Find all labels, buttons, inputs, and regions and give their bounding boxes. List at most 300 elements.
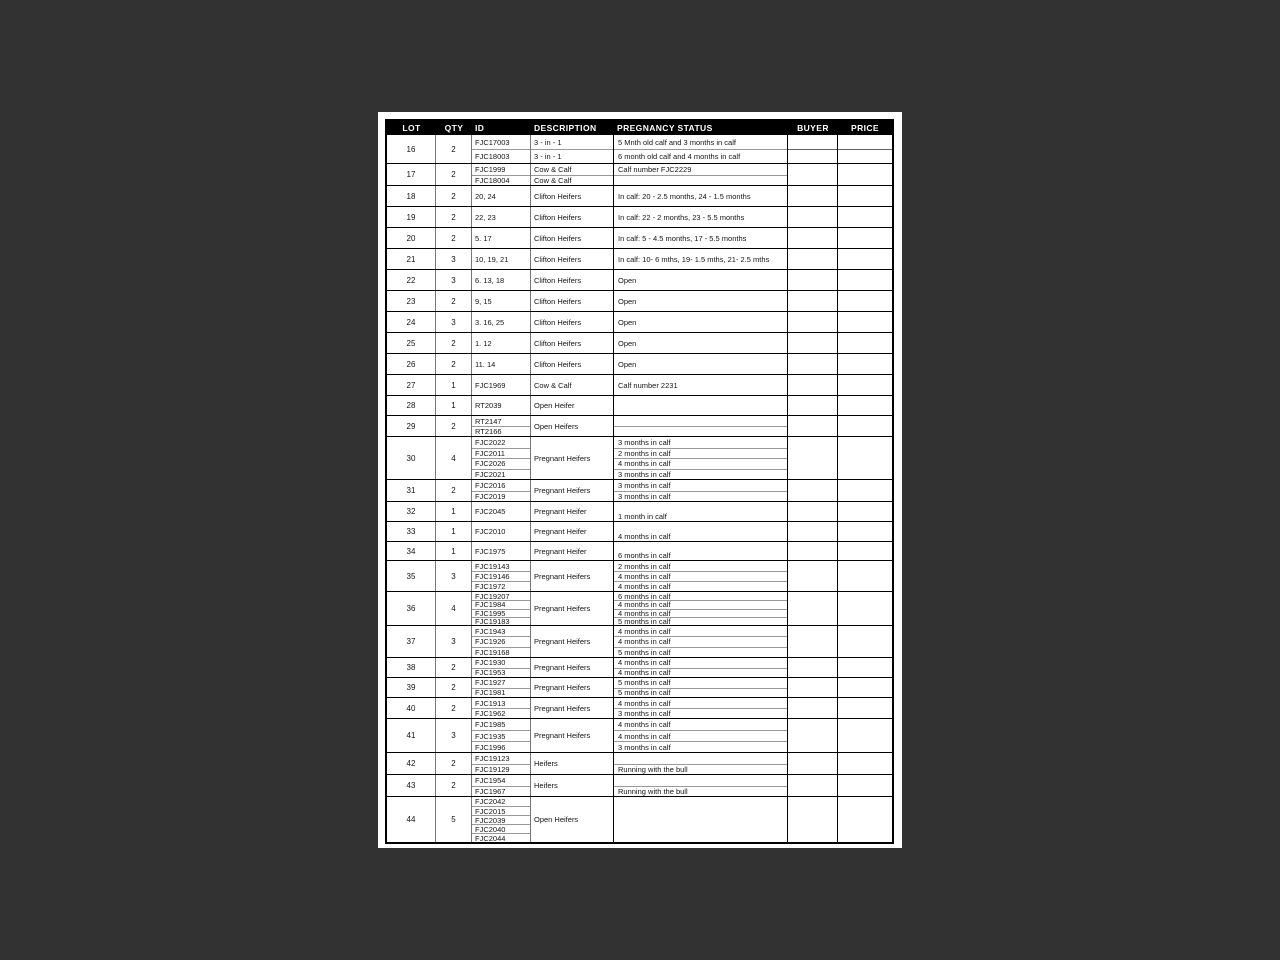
animal-id-cell-line: FJC17003 [475, 137, 510, 147]
buyer-cell [788, 502, 838, 521]
animal-id-cell: 1. 12 [472, 333, 531, 353]
pregnancy-status-cell-line: 6 months in calf [618, 592, 671, 601]
lot-number-cell: 37 [387, 626, 436, 657]
lot-number-cell: 20 [387, 228, 436, 248]
lot-number-cell: 39 [387, 678, 436, 697]
price-cell [838, 561, 892, 591]
description-cell: Pregnant Heifers [531, 698, 614, 718]
pregnancy-status-cell-line: 4 months in calf [614, 571, 787, 581]
pregnancy-status-cell-line [614, 175, 787, 186]
qty-cell: 1 [436, 522, 472, 541]
qty-cell: 4 [436, 592, 472, 625]
lot-row [387, 135, 892, 164]
animal-id-cell-line: FJC19168 [472, 647, 530, 657]
description-cell: Cow & Calf [531, 375, 614, 395]
animal-id-cell [472, 678, 531, 697]
pregnancy-status-cell: Open [614, 333, 788, 353]
animal-id-cell-line: FJC1962 [472, 708, 530, 718]
lot-row [387, 522, 892, 542]
lot-number-cell: 36 [387, 592, 436, 625]
pregnancy-status-cell [614, 416, 788, 436]
lot-number-cell: 21 [387, 249, 436, 269]
price-cell [838, 207, 892, 227]
description-cell: Pregnant Heifers [531, 719, 614, 752]
lot-number-cell: 18 [387, 186, 436, 206]
buyer-cell [788, 626, 838, 657]
pregnancy-status-cell [614, 678, 788, 697]
buyer-cell [788, 333, 838, 353]
animal-id-cell: 9, 15 [472, 291, 531, 311]
lot-row [387, 753, 892, 775]
pregnancy-status-cell-line: 4 months in calf [614, 600, 787, 608]
pregnancy-status-cell-line: 3 months in calf [618, 437, 671, 447]
lot-number-cell: 22 [387, 270, 436, 290]
animal-id-cell-line: FJC2016 [475, 480, 506, 490]
buyer-cell [788, 312, 838, 332]
price-cell [838, 698, 892, 718]
price-cell [838, 542, 892, 560]
lot-row [387, 354, 892, 375]
qty-cell: 2 [436, 228, 472, 248]
animal-id-cell-line: RT2166 [472, 426, 530, 436]
animal-id-cell: 20, 24 [472, 186, 531, 206]
price-cell [838, 354, 892, 374]
pregnancy-status-cell: Open [614, 291, 788, 311]
lot-number-cell: 26 [387, 354, 436, 374]
buyer-cell [788, 797, 838, 842]
animal-id-cell: 10, 19, 21 [472, 249, 531, 269]
pregnancy-status-cell-line: 2 months in calf [614, 448, 787, 459]
pregnancy-status-cell [614, 437, 788, 479]
buyer-cell [788, 561, 838, 591]
price-cell [838, 775, 892, 796]
lot-row [387, 658, 892, 678]
animal-id-cell-line: FJC1953 [472, 668, 530, 678]
pregnancy-status-cell-line: 6 month old calf and 4 months in calf [614, 149, 787, 163]
buyer-cell [788, 522, 838, 541]
lot-number-cell: 28 [387, 396, 436, 415]
description-cell: Pregnant Heifers [531, 480, 614, 501]
pregnancy-status-cell: Open [614, 270, 788, 290]
buyer-cell [788, 270, 838, 290]
price-cell [838, 797, 892, 842]
lot-number-cell: 41 [387, 719, 436, 752]
price-cell [838, 164, 892, 185]
pregnancy-status-cell-line: 4 months in calf [614, 609, 787, 617]
qty-cell: 2 [436, 207, 472, 227]
animal-id-cell [472, 775, 531, 796]
buyer-cell [788, 135, 838, 163]
description-cell: Pregnant Heifers [531, 658, 614, 677]
price-cell [838, 719, 892, 752]
buyer-cell [788, 437, 838, 479]
pregnancy-status-cell: Calf number 2231 [614, 375, 788, 395]
animal-id-cell-line: FJC1935 [472, 730, 530, 741]
price-cell [838, 658, 892, 677]
pregnancy-status-cell-line: 4 months in calf [618, 658, 671, 668]
description-cell: Pregnant Heifers [531, 592, 614, 625]
animal-id-cell-line: FJC2026 [472, 458, 530, 469]
pregnancy-status-cell-line: 3 months in calf [618, 480, 671, 490]
price-cell [838, 312, 892, 332]
qty-cell: 3 [436, 270, 472, 290]
animal-id-cell-line: FJC1913 [475, 698, 506, 708]
animal-id-cell-line: FJC18003 [472, 149, 530, 163]
animal-id-cell-line: FJC1995 [472, 609, 530, 617]
price-cell [838, 480, 892, 501]
pregnancy-status-cell-line: 3 months in calf [614, 741, 787, 752]
buyer-cell [788, 207, 838, 227]
pregnancy-status-cell: Open [614, 354, 788, 374]
animal-id-cell: FJC2045 [472, 502, 531, 521]
animal-id-cell-line: FJC2011 [472, 448, 530, 459]
description-cell: Clifton Heifers [531, 354, 614, 374]
animal-id-cell [472, 626, 531, 657]
description-cell: Clifton Heifers [531, 270, 614, 290]
animal-id-cell-line: FJC1999 [475, 164, 506, 174]
pregnancy-status-cell: 6 months in calf [614, 542, 788, 560]
qty-cell: 2 [436, 164, 472, 185]
animal-id-cell-line: FJC2040 [472, 824, 530, 833]
description-cell: Clifton Heifers [531, 249, 614, 269]
animal-id-cell [472, 135, 531, 163]
lot-row [387, 626, 892, 658]
lot-number-cell: 32 [387, 502, 436, 521]
document-page [378, 112, 902, 848]
lot-row [387, 542, 892, 561]
lot-number-cell: 34 [387, 542, 436, 560]
price-cell [838, 228, 892, 248]
description-cell: Pregnant Heifer [531, 502, 614, 521]
description-cell-line: 3 - in - 1 [534, 137, 562, 147]
lot-number-cell: 19 [387, 207, 436, 227]
animal-id-cell-line: RT2147 [475, 416, 502, 426]
description-cell: Clifton Heifers [531, 207, 614, 227]
buyer-cell [788, 354, 838, 374]
qty-cell: 4 [436, 437, 472, 479]
animal-id-cell: FJC1975 [472, 542, 531, 560]
pregnancy-status-cell-line: Calf number FJC2229 [618, 164, 692, 174]
animal-id-cell-line: FJC19123 [475, 753, 510, 763]
qty-cell: 2 [436, 135, 472, 163]
animal-id-cell-line: FJC1984 [472, 600, 530, 608]
buyer-cell [788, 592, 838, 625]
description-cell: Pregnant Heifer [531, 522, 614, 541]
buyer-cell [788, 186, 838, 206]
description-cell: Clifton Heifers [531, 291, 614, 311]
lot-row [387, 775, 892, 797]
column-header-lot: LOT [402, 123, 421, 133]
animal-id-cell [472, 719, 531, 752]
price-cell [838, 291, 892, 311]
pregnancy-status-cell [614, 719, 788, 752]
lot-row [387, 164, 892, 186]
column-header-buyer: BUYER [797, 123, 829, 133]
lot-number-cell: 33 [387, 522, 436, 541]
animal-id-cell: RT2039 [472, 396, 531, 415]
buyer-cell-line [788, 149, 837, 163]
price-cell [838, 437, 892, 479]
pregnancy-status-cell: 4 months in calf [614, 522, 788, 541]
buyer-cell [788, 164, 838, 185]
animal-id-cell-line: FJC2015 [472, 806, 530, 815]
description-cell: Clifton Heifers [531, 333, 614, 353]
pregnancy-status-cell-line: 4 months in calf [618, 626, 671, 636]
lot-row [387, 249, 892, 270]
pregnancy-status-cell-line: 4 months in calf [614, 458, 787, 469]
pregnancy-status-cell: Open [614, 312, 788, 332]
lot-row [387, 333, 892, 354]
buyer-cell [788, 249, 838, 269]
price-cell [838, 416, 892, 436]
price-cell [838, 135, 892, 163]
description-cell: Open Heifers [531, 797, 614, 842]
pregnancy-status-cell-line: 4 months in calf [614, 581, 787, 591]
description-cell: Pregnant Heifer [531, 542, 614, 560]
price-cell [838, 592, 892, 625]
animal-id-cell [472, 753, 531, 774]
lot-number-cell: 23 [387, 291, 436, 311]
qty-cell: 2 [436, 291, 472, 311]
pregnancy-status-cell [614, 592, 788, 625]
buyer-cell [788, 753, 838, 774]
description-cell: Clifton Heifers [531, 186, 614, 206]
pregnancy-status-cell-line [614, 775, 787, 786]
animal-id-cell-line: FJC19129 [472, 764, 530, 775]
lot-row [387, 480, 892, 502]
table-header-row [387, 121, 892, 135]
qty-cell: 2 [436, 753, 472, 774]
pregnancy-status-cell-line: 3 months in calf [614, 491, 787, 502]
animal-id-cell: 3. 16, 25 [472, 312, 531, 332]
buyer-cell [788, 658, 838, 677]
animal-id-cell-line: FJC1930 [475, 658, 506, 668]
buyer-cell [788, 719, 838, 752]
pregnancy-status-cell: In calf: 10- 6 mths, 19- 1.5 mths, 21- 2.5 mths [614, 249, 788, 269]
pregnancy-status-cell [614, 164, 788, 185]
pregnancy-status-cell-line: 4 months in calf [618, 698, 671, 708]
livestock-lot-table [385, 119, 894, 844]
lot-row [387, 291, 892, 312]
qty-cell: 2 [436, 354, 472, 374]
animal-id-cell [472, 164, 531, 185]
animal-id-cell-line: FJC2019 [472, 491, 530, 502]
price-cell [838, 186, 892, 206]
buyer-cell [788, 775, 838, 796]
qty-cell: 3 [436, 249, 472, 269]
lot-number-cell: 31 [387, 480, 436, 501]
lot-number-cell: 29 [387, 416, 436, 436]
qty-cell: 2 [436, 678, 472, 697]
description-cell-line: Cow & Calf [531, 175, 613, 186]
price-cell [838, 678, 892, 697]
description-cell: Clifton Heifers [531, 312, 614, 332]
animal-id-cell-line: FJC2021 [472, 469, 530, 480]
pregnancy-status-cell-line: 4 months in calf [614, 636, 787, 646]
pregnancy-status-cell [614, 775, 788, 796]
lot-number-cell: 17 [387, 164, 436, 185]
pregnancy-status-cell [614, 561, 788, 591]
animal-id-cell [472, 480, 531, 501]
description-cell-line: Cow & Calf [534, 164, 572, 174]
buyer-cell [788, 416, 838, 436]
lot-row [387, 416, 892, 437]
lot-number-cell: 42 [387, 753, 436, 774]
lot-row [387, 270, 892, 291]
animal-id-cell-line: FJC19207 [475, 592, 510, 601]
animal-id-cell: 11. 14 [472, 354, 531, 374]
description-cell: Heifers [531, 753, 614, 774]
description-cell: Open Heifers [531, 416, 614, 436]
pregnancy-status-cell-line: 5 months in calf [618, 678, 671, 688]
column-header-qty: QTY [444, 123, 464, 133]
pregnancy-status-cell-line: 5 months in calf [614, 647, 787, 657]
price-cell-line [838, 149, 892, 163]
qty-cell: 2 [436, 658, 472, 677]
lot-number-cell: 27 [387, 375, 436, 395]
price-cell [838, 333, 892, 353]
lot-row [387, 375, 892, 396]
qty-cell: 2 [436, 480, 472, 501]
price-cell [838, 396, 892, 415]
price-cell [838, 375, 892, 395]
description-cell-line: 3 - in - 1 [531, 149, 613, 163]
lot-row [387, 797, 892, 842]
animal-id-cell-line: FJC1926 [472, 636, 530, 646]
animal-id-cell-line: FJC1954 [475, 775, 506, 785]
buyer-cell [788, 375, 838, 395]
lot-number-cell: 44 [387, 797, 436, 842]
animal-id-cell-line: FJC2042 [475, 797, 506, 806]
animal-id-cell: FJC2010 [472, 522, 531, 541]
qty-cell: 3 [436, 312, 472, 332]
column-header-pregnancy-status: PREGNANCY STATUS [617, 123, 713, 133]
pregnancy-status-cell-line: 5 Mnth old calf and 3 months in calf [618, 137, 736, 147]
animal-id-cell-line: FJC1967 [472, 786, 530, 797]
lot-row [387, 186, 892, 207]
animal-id-cell: 5. 17 [472, 228, 531, 248]
pregnancy-status-cell [614, 626, 788, 657]
lot-row [387, 228, 892, 249]
pregnancy-status-cell: In calf: 20 - 2.5 months, 24 - 1.5 months [614, 186, 788, 206]
buyer-cell [788, 678, 838, 697]
qty-cell: 3 [436, 561, 472, 591]
lot-row [387, 396, 892, 416]
lot-number-cell: 25 [387, 333, 436, 353]
description-cell: Clifton Heifers [531, 228, 614, 248]
animal-id-cell-line: FJC2044 [472, 833, 530, 842]
pregnancy-status-cell-line: 4 months in calf [614, 730, 787, 741]
pregnancy-status-cell-line: 3 months in calf [614, 469, 787, 480]
description-cell: Pregnant Heifers [531, 561, 614, 591]
animal-id-cell [472, 698, 531, 718]
qty-cell: 1 [436, 542, 472, 560]
pregnancy-status-cell-line [614, 416, 787, 426]
lot-row [387, 561, 892, 592]
price-cell [838, 753, 892, 774]
qty-cell: 3 [436, 626, 472, 657]
pregnancy-status-cell [614, 480, 788, 501]
animal-id-cell-line: FJC2022 [475, 437, 506, 447]
qty-cell: 2 [436, 416, 472, 436]
description-cell: Pregnant Heifers [531, 626, 614, 657]
qty-cell: 2 [436, 775, 472, 796]
price-cell [838, 626, 892, 657]
table-body [387, 135, 892, 842]
qty-cell: 2 [436, 186, 472, 206]
pregnancy-status-cell [614, 135, 788, 163]
buyer-cell [788, 291, 838, 311]
animal-id-cell-line: FJC1972 [472, 581, 530, 591]
animal-id-cell: 6. 13, 18 [472, 270, 531, 290]
lot-row [387, 502, 892, 522]
animal-id-cell [472, 416, 531, 436]
pregnancy-status-cell-line: 4 months in calf [614, 668, 787, 678]
pregnancy-status-cell-line [614, 753, 787, 764]
pregnancy-status-cell-line: 4 months in calf [618, 720, 671, 729]
animal-id-cell: FJC1969 [472, 375, 531, 395]
pregnancy-status-cell [614, 396, 788, 415]
lot-number-cell: 35 [387, 561, 436, 591]
description-cell: Pregnant Heifers [531, 678, 614, 697]
buyer-cell [788, 228, 838, 248]
qty-cell: 1 [436, 502, 472, 521]
animal-id-cell [472, 592, 531, 625]
lot-row [387, 719, 892, 753]
pregnancy-status-cell: In calf: 22 - 2 months, 23 - 5.5 months [614, 207, 788, 227]
pregnancy-status-cell [614, 698, 788, 718]
lot-number-cell: 24 [387, 312, 436, 332]
animal-id-cell-line: FJC18004 [472, 175, 530, 186]
price-cell [838, 502, 892, 521]
buyer-cell [788, 698, 838, 718]
lot-number-cell: 30 [387, 437, 436, 479]
lot-number-cell: 38 [387, 658, 436, 677]
description-cell: Heifers [531, 775, 614, 796]
animal-id-cell-line: FJC1943 [475, 626, 506, 636]
price-cell [838, 249, 892, 269]
lot-number-cell: 16 [387, 135, 436, 163]
animal-id-cell-line: FJC1985 [475, 720, 506, 729]
lot-row [387, 678, 892, 698]
lot-row [387, 698, 892, 719]
pregnancy-status-cell [614, 658, 788, 677]
price-cell [838, 522, 892, 541]
animal-id-cell [472, 437, 531, 479]
animal-id-cell-line: FJC1927 [475, 678, 506, 688]
buyer-cell-line [788, 135, 837, 149]
pregnancy-status-cell-line: 5 months in calf [614, 688, 787, 698]
lot-row [387, 592, 892, 626]
pregnancy-status-cell [614, 753, 788, 774]
qty-cell: 1 [436, 396, 472, 415]
animal-id-cell-line: FJC1981 [472, 688, 530, 698]
animal-id-cell-line: FJC2039 [472, 815, 530, 824]
pregnancy-status-cell: In calf: 5 - 4.5 months, 17 - 5.5 months [614, 228, 788, 248]
buyer-cell [788, 542, 838, 560]
pregnancy-status-cell-line: 5 months in calf [614, 617, 787, 625]
lot-row [387, 207, 892, 228]
pregnancy-status-cell-line: Running with the bull [614, 764, 787, 775]
animal-id-cell [472, 658, 531, 677]
column-header-description: DESCRIPTION [534, 123, 597, 133]
animal-id-cell-line: FJC1996 [472, 741, 530, 752]
description-cell: Open Heifer [531, 396, 614, 415]
pregnancy-status-cell-line: 2 months in calf [618, 561, 671, 571]
animal-id-cell: 22, 23 [472, 207, 531, 227]
lot-number-cell: 40 [387, 698, 436, 718]
buyer-cell [788, 396, 838, 415]
